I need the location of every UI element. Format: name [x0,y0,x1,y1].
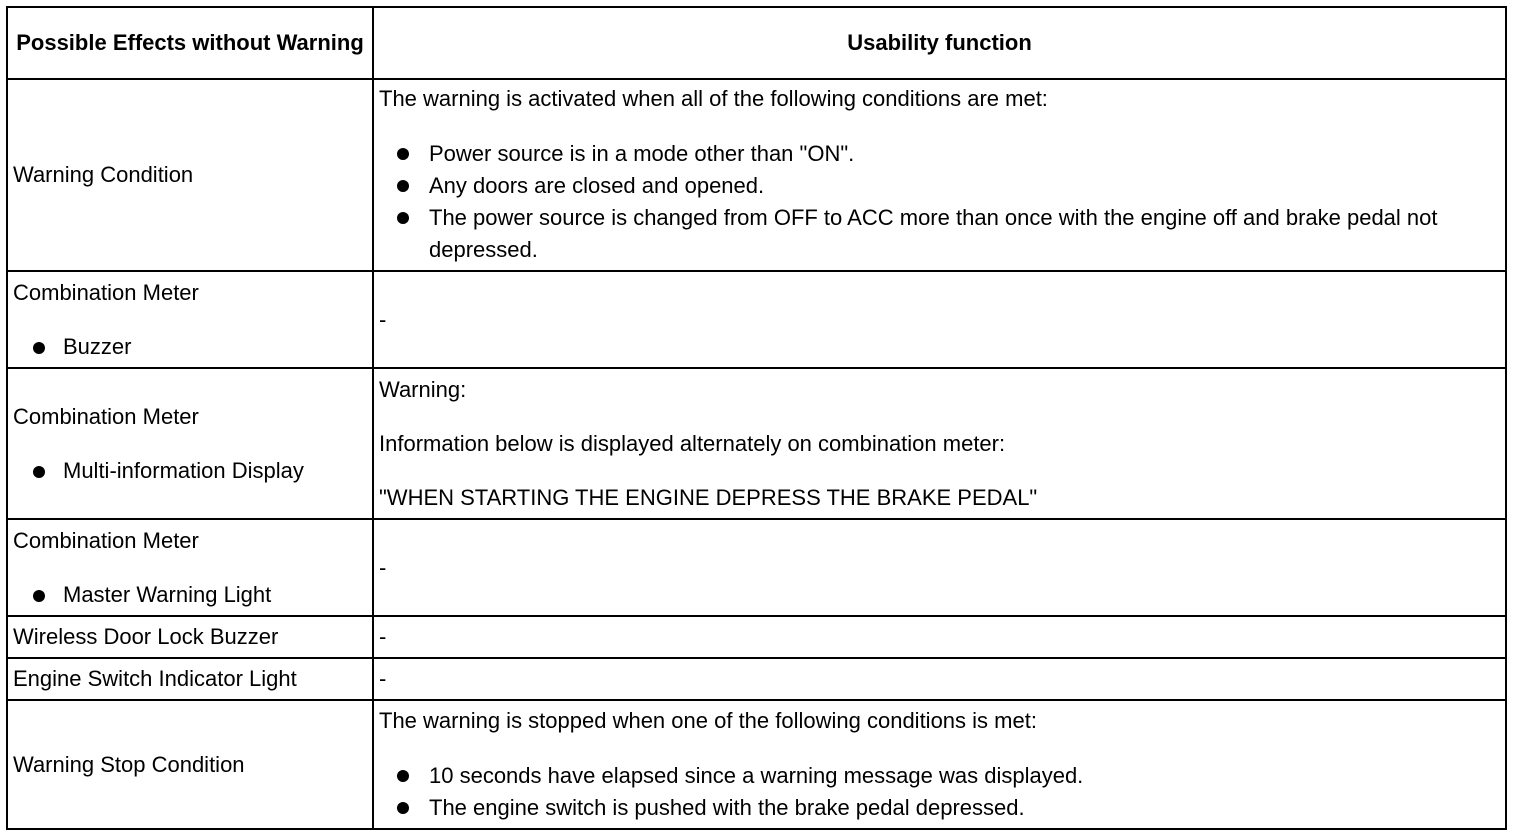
row-label-warning-condition: Warning Condition [7,79,373,271]
sub-item-text: Multi-information Display [63,457,304,483]
list-item [379,202,1500,266]
row-label-wireless-buzzer: Wireless Door Lock Buzzer [7,616,373,658]
list-item-text: The engine switch is pushed with the brake pedal depressed. [429,794,1025,820]
meter-title: Combination Meter [13,279,199,305]
list-item [379,170,1500,202]
table-row [7,658,1506,700]
row-content-buzzer: - [373,271,1506,368]
row-label-warning-stop: Warning Stop Condition [7,700,373,829]
table-row [7,519,1506,616]
warning-condition-list [379,138,1500,266]
content-line: Information below is displayed alternately on combination meter: [379,430,1006,456]
meter-title: Combination Meter [13,527,199,553]
table-row [7,368,1506,519]
list-item [379,760,1500,792]
bullet-icon [397,770,409,782]
row-content-warning-condition [373,79,1506,271]
list-item-text: The power source is changed from OFF to ACC more than once with the engine off and brake pedal not depressed. [429,205,1438,262]
sub-item-text: Buzzer [63,333,132,359]
row-content-engine-switch-light: - [373,658,1506,700]
meter-title: Combination Meter [13,403,199,429]
usability-table [6,6,1507,830]
warning-stop-intro: The warning is stopped when one of the following conditions is met: [379,707,1037,733]
bullet-icon [397,148,409,160]
meter-sub-item [13,580,367,610]
row-label-multi-info [7,368,373,519]
table-row [7,616,1506,658]
row-label-buzzer [7,271,373,368]
header-row [7,7,1506,79]
row-content-master-warning: - [373,519,1506,616]
header-effects: Possible Effects without Warning [7,7,373,79]
bullet-icon [33,466,45,478]
row-label-master-warning [7,519,373,616]
list-item-text: Power source is in a mode other than "ON". [429,141,855,166]
bullet-icon [397,802,409,814]
bullet-icon [397,180,409,192]
sub-item-text: Master Warning Light [63,581,272,607]
warning-condition-intro: The warning is activated when all of the following conditions are met: [379,86,1048,111]
row-content-multi-info [373,368,1506,519]
content-line: Warning: [379,376,467,402]
header-usability: Usability function [373,7,1506,79]
table-row [7,271,1506,368]
table-row [7,79,1506,271]
meter-sub-item [13,332,367,362]
bullet-icon [33,590,45,602]
warning-stop-list [379,760,1500,824]
list-item-text: 10 seconds have elapsed since a warning message was displayed. [429,762,1084,788]
row-content-wireless-buzzer: - [373,616,1506,658]
table-row [7,700,1506,829]
row-content-warning-stop [373,700,1506,829]
list-item [379,792,1500,824]
bullet-icon [397,212,409,224]
list-item [379,138,1500,170]
row-label-engine-switch-light: Engine Switch Indicator Light [7,658,373,700]
content-line: "WHEN STARTING THE ENGINE DEPRESS THE BRAKE PEDAL" [379,484,1038,510]
meter-sub-item [13,456,367,486]
list-item-text: Any doors are closed and opened. [429,173,765,198]
bullet-icon [33,342,45,354]
